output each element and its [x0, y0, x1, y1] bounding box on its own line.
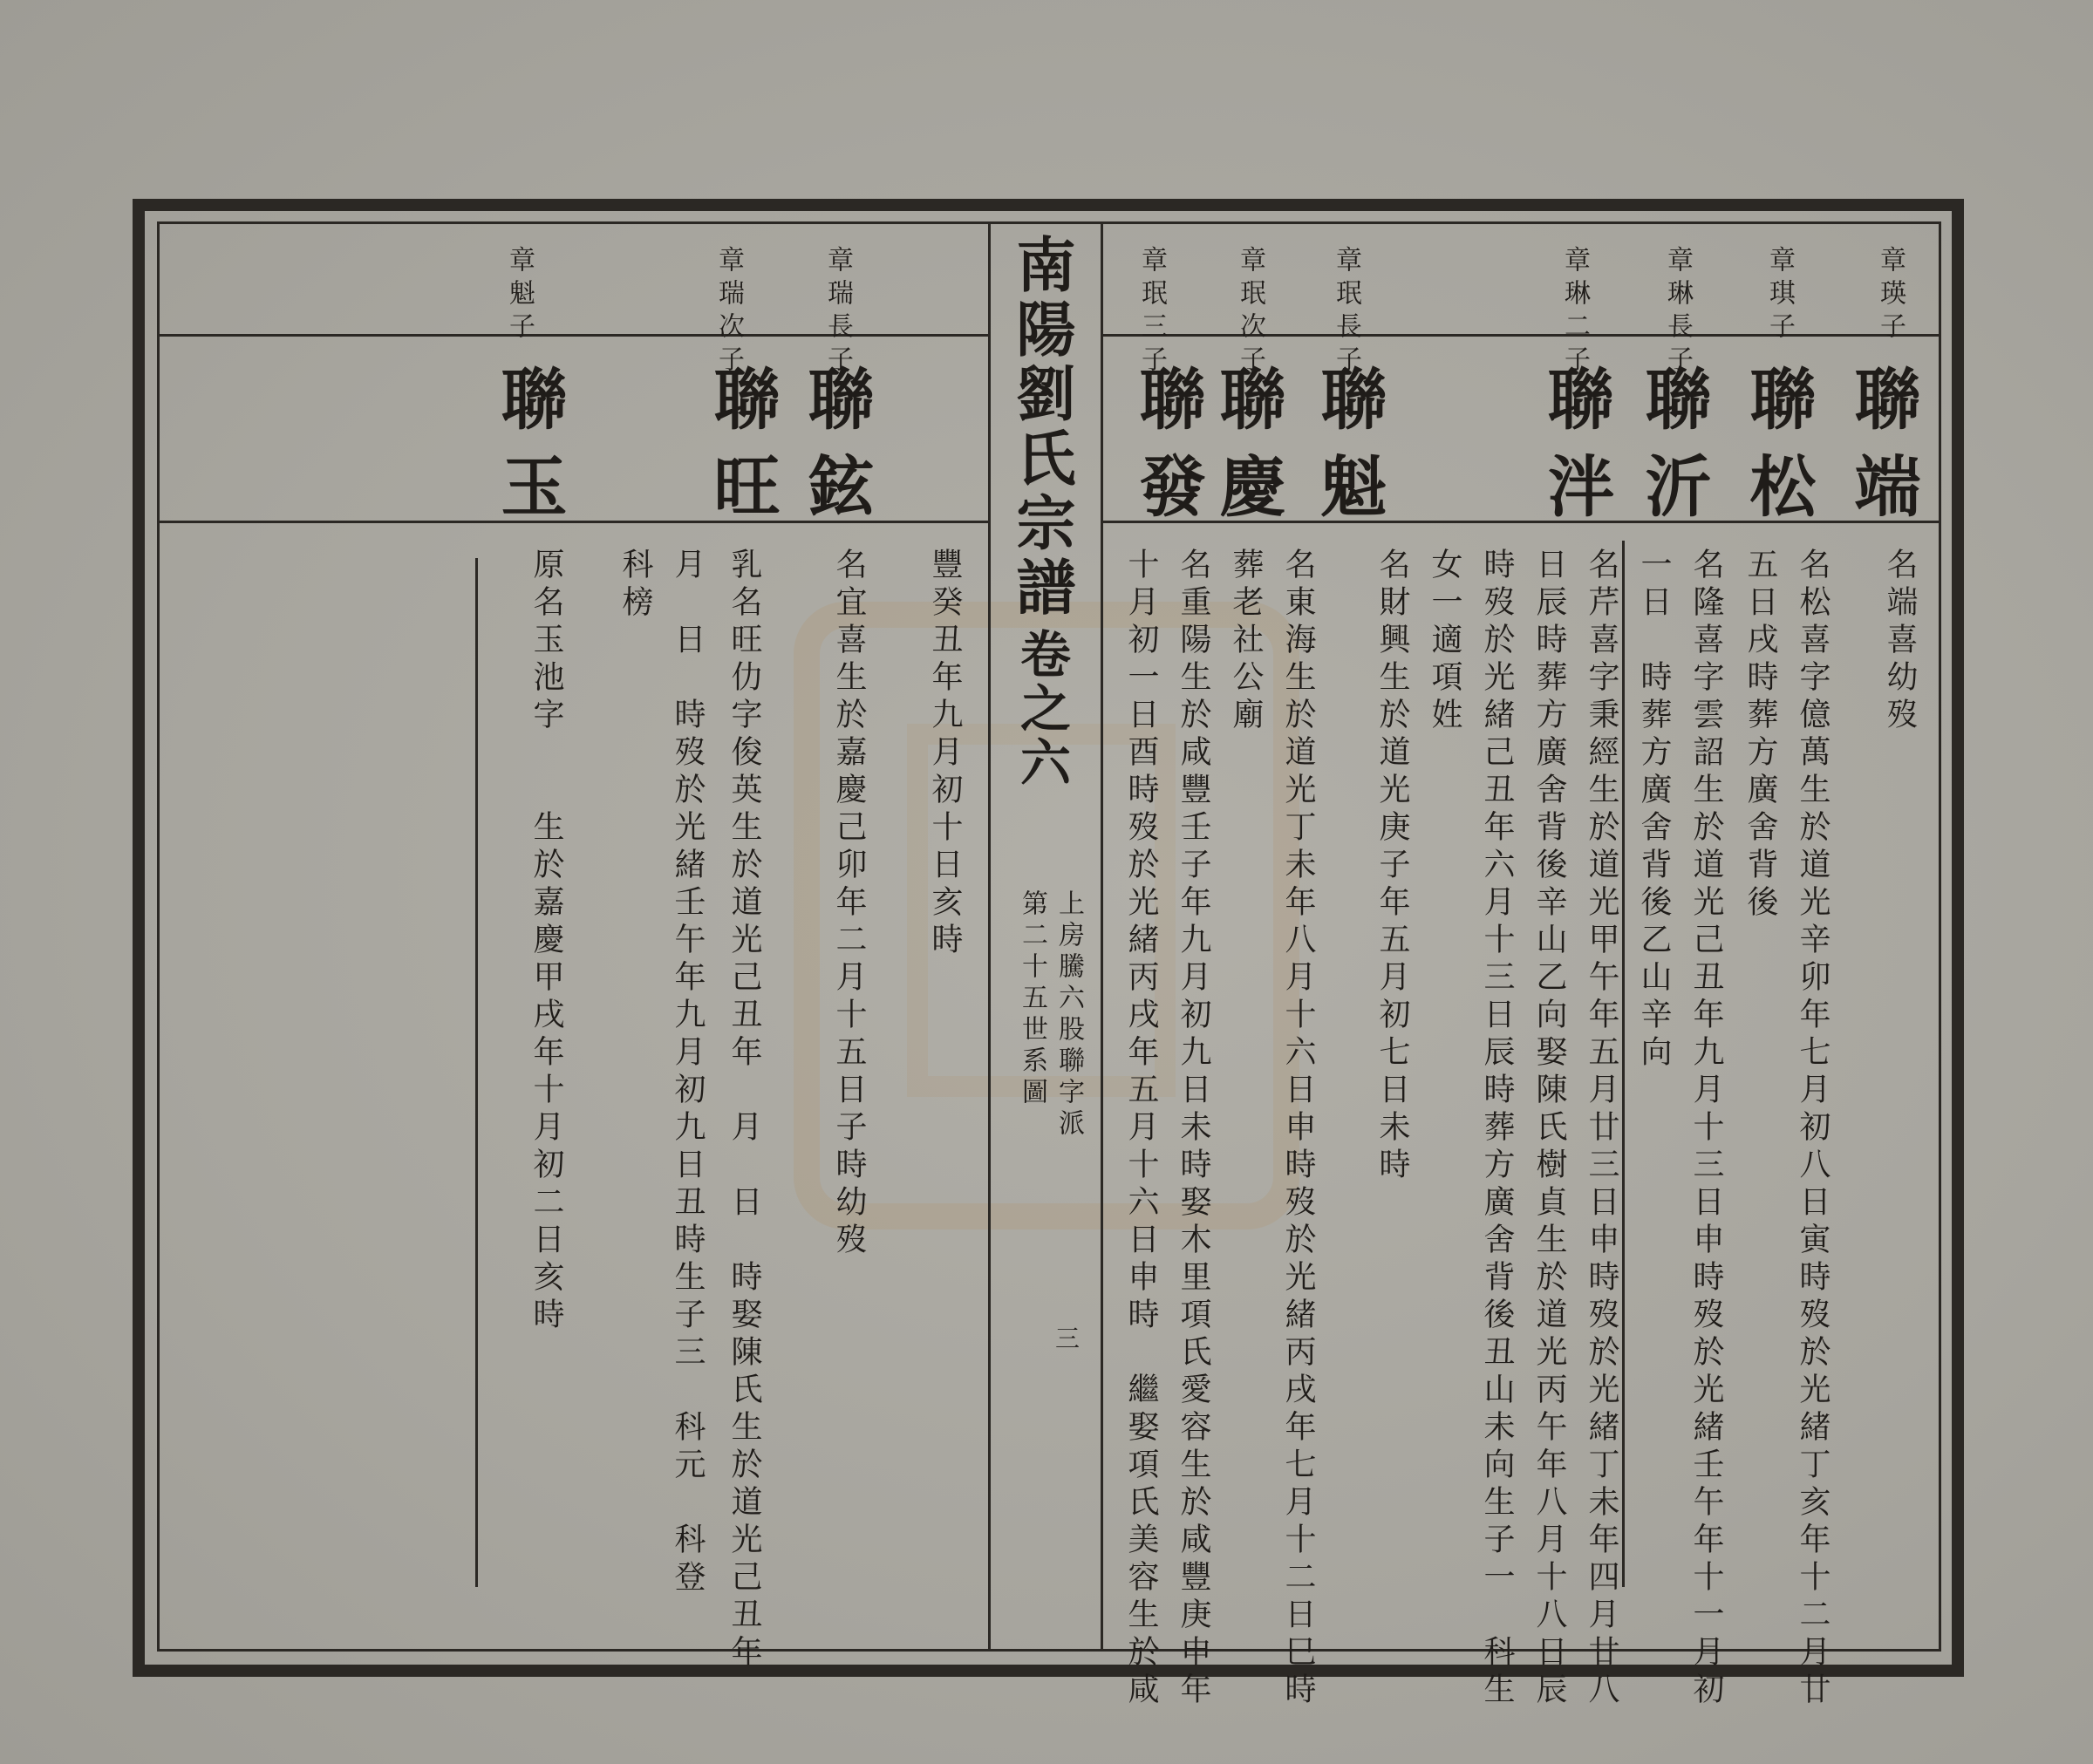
- biography-line: 葬老社公廟: [1228, 548, 1264, 735]
- biography-line: 十月初一日酉時歿於光緒丙戌年五月十六日申時 繼娶項氏美容生於咸: [1123, 548, 1159, 1710]
- generation-label-cell: 章瑞長子: [822, 246, 853, 378]
- member-name: 聯沂: [1634, 364, 1712, 539]
- member-name: 聯發: [1128, 364, 1206, 539]
- member-name: 聯泮: [1537, 364, 1614, 539]
- center-column-left-line: [988, 223, 991, 1650]
- branch-label: 上房騰六股聯字派: [1053, 889, 1084, 1141]
- page-number: 三: [1052, 1325, 1081, 1350]
- header-rule: [1101, 334, 1940, 337]
- biography-line: 日辰時葬方廣舍背後辛山乙向娶陳氏樹貞生於道光丙午年八月十八日辰: [1531, 548, 1567, 1710]
- generation-label-cell: 章瑛子: [1875, 246, 1906, 345]
- biography-line: 名宜喜生於嘉慶己卯年二月十五日子時幼歿: [831, 548, 867, 1260]
- biography-line: 名松喜字億萬生於道光辛卯年七月初八日寅時歿於光緒丁亥年十二月廿: [1795, 548, 1831, 1710]
- column-separator: [1622, 541, 1625, 1587]
- generation-label-cell: 章珉三子: [1136, 246, 1167, 378]
- member-name: 聯魁: [1310, 364, 1387, 539]
- biography-line: 原名玉池字 生於嘉慶甲戌年十月初二日亥時: [528, 548, 564, 1335]
- column-separator: [475, 558, 478, 1587]
- biography-line: 名芹喜字秉經生於道光甲午年五月廿三日申時歿於光緒丁未年四月廿八: [1584, 548, 1619, 1710]
- generation-label-cell: 章魁子: [504, 246, 535, 345]
- generation-label-cell: 章珉次子: [1235, 246, 1265, 378]
- biography-line: 豐癸丑年九月初十日亥時: [927, 548, 963, 960]
- biography-line: 名東海生於道光丁未年八月十六日申時歿於光緒丙戌年七月十二日巳時: [1280, 548, 1316, 1710]
- generation-label-cell: 章珉長子: [1331, 246, 1361, 378]
- member-name: 聯鉉: [797, 364, 875, 539]
- biography-line: 科榜: [617, 548, 653, 623]
- member-name: 聯端: [1844, 364, 1921, 539]
- biography-line: 名隆喜字雲詔生於道光己丑年九月十三日申時歿於光緒壬午年十一月初: [1688, 548, 1724, 1710]
- volume-label: 卷之六: [1012, 628, 1071, 790]
- biography-line: 乳名旺仂字俊英生於道光己丑年 月 日 時娶陳氏生於道光己丑年: [726, 548, 762, 1672]
- biography-line: 名端喜幼歿: [1882, 548, 1918, 735]
- biography-line: 時歿於光緒己丑年六月十三日辰時葬方廣舍背後丑山未向生子一 科生: [1479, 548, 1515, 1710]
- generation-label-cell: 章琳二子: [1559, 246, 1590, 378]
- biography-line: 月 日 時歿於光緒壬午年九月初九日丑時生子三 科元 科登: [670, 548, 706, 1597]
- generation-label: 第二十五世系圖: [1017, 889, 1047, 1109]
- center-column-right-line: [1101, 223, 1103, 1650]
- member-name: 聯旺: [703, 364, 781, 539]
- biography-line: 女一適項姓: [1427, 548, 1462, 735]
- biography-line: 名重陽生於咸豐壬子年九月初九日未時娶木里項氏愛容生於咸豐庚申年: [1176, 548, 1211, 1710]
- generation-label-cell: 章瑞次子: [713, 246, 744, 378]
- biography-line: 名財興生於道光庚子年五月初七日未時: [1374, 548, 1410, 1185]
- member-name: 聯玉: [490, 364, 568, 539]
- biography-line: 一日 時葬方廣舍背後乙山辛向: [1636, 548, 1672, 1073]
- generation-label-cell: 章琳長子: [1662, 246, 1693, 378]
- biography-line: 五日戌時葬方廣舍背後: [1742, 548, 1778, 923]
- genealogy-title: 南陽劉氏宗譜: [1006, 234, 1076, 621]
- generation-label-cell: 章琪子: [1764, 246, 1795, 345]
- member-name: 聯松: [1739, 364, 1817, 539]
- member-name: 聯慶: [1209, 364, 1286, 539]
- header-rule: [160, 334, 988, 337]
